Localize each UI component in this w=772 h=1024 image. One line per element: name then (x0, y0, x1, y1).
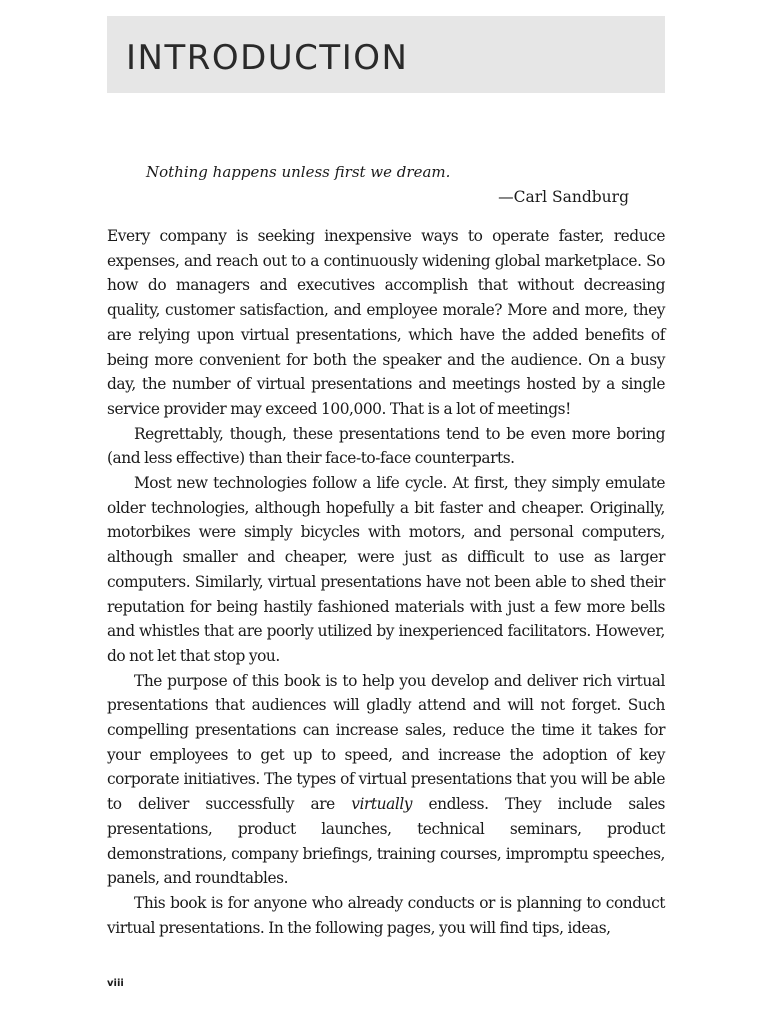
paragraph-text: Most new technologies follow a life cycle. At first, they simply emulate older technologies, although hopefully a bit faster and cheaper. Originally, motorbikes were simply bicycles with motors, and personal computers, although smaller and cheaper, were just as difficult to use as larger computers. Similarly, virtual presentations have not been able to shed their reputation for being hastily fashioned materials with just a few more bells and whistles that are poorly utilized by inexperienced facilitators. However, do not let that stop you. (107, 474, 665, 665)
paragraph-text: endless. They include sales presentations, product launches, technical seminars, product demonstrations, company briefings, training courses, impromptu speeches, panels, and roundtables. (107, 795, 665, 888)
paragraph (107, 891, 665, 940)
body-text (107, 224, 665, 940)
paragraph-text: The purpose of this book is to help you develop and deliver rich virtual presentations that audiences will gladly attend and will not forget. Such compelling presentations can increase sales, reduce the time it takes for your employees to get up to speed, and increase the adoption of key corporate initiatives. The types of virtual presentations that you will be able to deliver successfully are (107, 671, 665, 814)
paragraph-text: Regrettably, though, these presentations tend to be even more boring (and less effective) than their face-to-face counterparts. (107, 424, 665, 468)
chapter-header-band (107, 16, 665, 93)
paragraph (107, 422, 665, 471)
epigraph-quote: Nothing happens unless first we dream. (146, 163, 451, 181)
emphasized-word: virtually (351, 795, 413, 814)
paragraph (107, 471, 665, 669)
paragraph-text: Every company is seeking inexpensive ways to operate faster, reduce expenses, and reach out to a continuously widening global marketplace. So how do managers and executives accomplish that without decreasing quality, customer satisfaction, and employee morale? More and more, they are relying upon virtual presentations, which have the added benefits of being more convenient for both the speaker and the audience. On a busy day, the number of virtual presentations and meetings hosted by a single service provider may exceed 100,000. That is a lot of meetings! (107, 227, 665, 418)
chapter-title: INTRODUCTION (126, 38, 409, 78)
paragraph-text: This book is for anyone who already conducts or is planning to conduct virtual presentations. In the following pages, you will find tips, ideas, (107, 893, 665, 937)
paragraph (107, 669, 665, 891)
page-number: viii (107, 978, 124, 989)
epigraph-attribution: —Carl Sandburg (498, 188, 629, 206)
paragraph (107, 224, 665, 422)
